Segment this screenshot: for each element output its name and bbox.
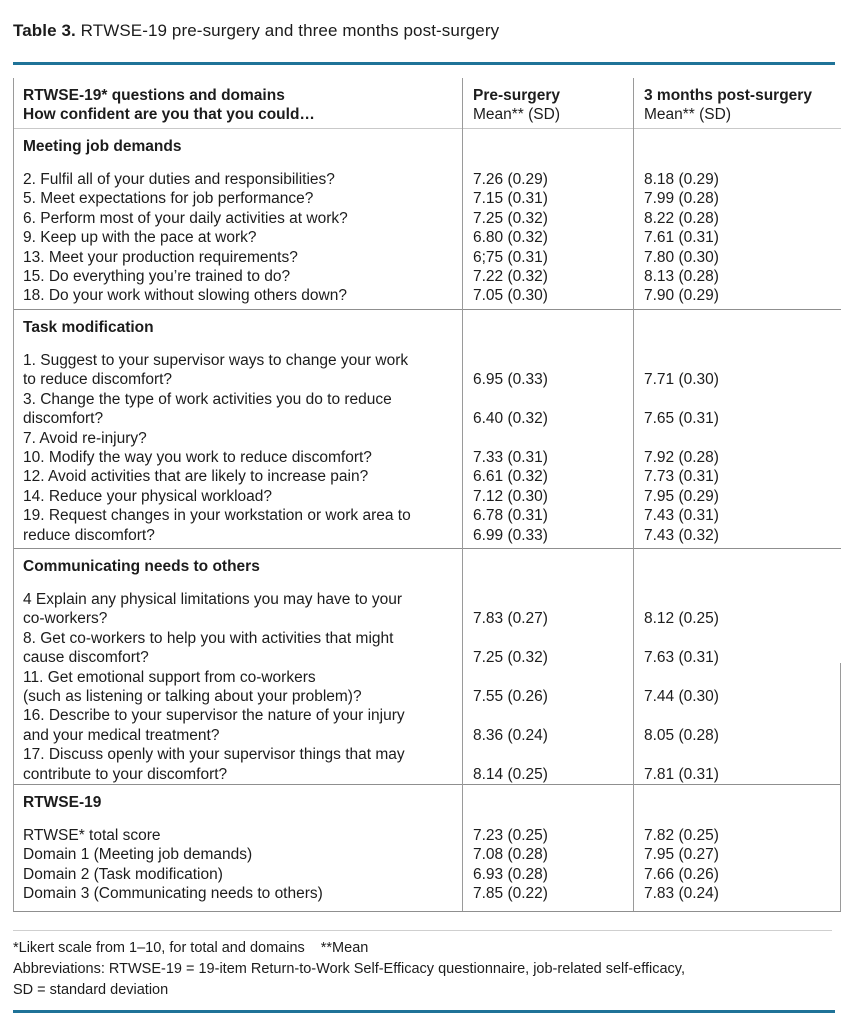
post-surgery-value: 7.44 (0.30): [644, 688, 719, 706]
pre-surgery-value: [462, 590, 633, 609]
table-row: [14, 429, 841, 448]
section-heading: RTWSE-19: [23, 794, 102, 811]
pre-surgery-value: [462, 745, 633, 764]
post-surgery-value: [633, 390, 841, 409]
post-surgery-value: 7.83 (0.24): [644, 885, 719, 903]
pre-surgery-value: 7.83 (0.27): [473, 610, 548, 628]
question-cell: 12. Avoid activities that are likely to increase pain?: [23, 468, 369, 486]
question-cell: contribute to your discomfort?: [23, 765, 228, 783]
header-pre-surgery-cell: [462, 86, 633, 128]
post-surgery-value: 7.66 (0.26): [644, 865, 719, 883]
question-cell: Domain 1 (Meeting job demands): [23, 846, 253, 864]
header-questions-line2: How confident are you that you could…: [23, 106, 315, 123]
section-heading: Meeting job demands: [23, 138, 182, 155]
table-row: [14, 209, 841, 228]
question-cell: 5. Meet expectations for job performance?: [23, 190, 314, 208]
table-section: [14, 548, 841, 784]
header-questions-line1: RTWSE-19* questions and domains: [23, 87, 285, 104]
question-cell: 13. Meet your production requirements?: [23, 248, 298, 266]
pre-surgery-value: 6;75 (0.31): [473, 248, 548, 266]
right-border-segment: [840, 663, 841, 911]
pre-surgery-value: 6.61 (0.32): [473, 468, 548, 486]
post-surgery-value: 7.95 (0.29): [644, 487, 719, 505]
question-cell: 4 Explain any physical limitations you may have to your: [23, 591, 403, 608]
table-row: [14, 448, 841, 467]
question-cell: 16. Describe to your supervisor the nature of your injury: [23, 707, 405, 725]
post-surgery-value: 7.95 (0.27): [644, 846, 719, 864]
pre-surgery-value: 6.78 (0.31): [473, 507, 548, 525]
header-questions-cell: [14, 86, 462, 128]
pre-surgery-value: 8.14 (0.25): [473, 765, 548, 783]
question-cell: RTWSE* total score: [23, 827, 161, 844]
table-row: [14, 487, 841, 506]
table-row: [14, 467, 841, 486]
post-surgery-value: 7.90 (0.29): [644, 287, 719, 305]
question-cell: 3. Change the type of work activities you do to reduce: [23, 390, 392, 408]
table-header-row: [14, 78, 841, 128]
table-row: [14, 865, 841, 884]
question-cell: 6. Perform most of your daily activities at work?: [23, 209, 348, 227]
question-cell: reduce discomfort?: [23, 526, 155, 544]
table-row: [14, 267, 841, 286]
pre-surgery-value: 6.40 (0.32): [473, 410, 548, 428]
pre-surgery-value: 7.25 (0.32): [473, 649, 548, 667]
post-surgery-value: [633, 429, 841, 448]
question-cell: to reduce discomfort?: [23, 371, 173, 389]
footnote-divider: [13, 930, 832, 931]
section-heading: Communicating needs to others: [23, 558, 260, 575]
table-row: [14, 765, 841, 784]
post-surgery-value: 8.05 (0.28): [644, 726, 719, 744]
post-surgery-value: 7.43 (0.32): [644, 526, 719, 544]
table-row: [14, 629, 841, 648]
pre-surgery-value: 7.33 (0.31): [473, 449, 548, 467]
pre-surgery-value: [462, 668, 633, 687]
pre-surgery-value: 7.05 (0.30): [473, 287, 548, 305]
table-section: [14, 128, 841, 309]
header-pre-surgery-title: Pre-surgery: [473, 87, 561, 104]
post-surgery-value: 7.80 (0.30): [644, 248, 719, 266]
pre-surgery-value: 7.22 (0.32): [473, 268, 548, 286]
question-cell: co-workers?: [23, 610, 108, 628]
post-surgery-value: 8.22 (0.28): [644, 209, 719, 227]
table-caption-text: RTWSE-19 pre-surgery and three months post-surgery: [75, 21, 500, 40]
pre-surgery-value: [462, 629, 633, 648]
header-post-surgery-cell: [633, 86, 841, 128]
question-cell: cause discomfort?: [23, 649, 149, 667]
post-surgery-value: [633, 351, 841, 370]
question-cell: 2. Fulfil all of your duties and responsibilities?: [23, 171, 335, 188]
question-cell: discomfort?: [23, 410, 104, 428]
pre-surgery-value: [462, 390, 633, 409]
question-cell: 17. Discuss openly with your supervisor things that may: [23, 746, 405, 764]
pre-surgery-value: [462, 351, 633, 370]
column-separator-2: [633, 78, 634, 911]
post-surgery-value: 7.81 (0.31): [644, 765, 719, 783]
post-surgery-value: 8.18 (0.29): [644, 171, 719, 188]
table-row: [14, 706, 841, 725]
table-row: [14, 648, 841, 667]
table-row: [14, 726, 841, 745]
table-row: [14, 590, 841, 609]
question-cell: (such as listening or talking about your problem)?: [23, 688, 362, 706]
post-surgery-value: 7.65 (0.31): [644, 410, 719, 428]
pre-surgery-value: 7.55 (0.26): [473, 688, 548, 706]
question-cell: Domain 3 (Communicating needs to others): [23, 885, 323, 903]
post-surgery-value: 7.82 (0.25): [644, 827, 719, 844]
table-row: [14, 826, 841, 845]
question-cell: 11. Get emotional support from co-workers: [23, 668, 316, 686]
bottom-accent-rule: [13, 1010, 835, 1013]
footnote-mean: **Mean: [320, 940, 369, 956]
post-surgery-value: [633, 590, 841, 609]
results-table: [13, 78, 841, 912]
pre-surgery-value: [462, 706, 633, 725]
post-surgery-value: 7.73 (0.31): [644, 468, 719, 486]
table-caption-label: Table 3.: [13, 21, 76, 40]
table-row: [14, 189, 841, 208]
post-surgery-value: 8.12 (0.25): [644, 610, 719, 628]
post-surgery-value: 7.99 (0.28): [644, 190, 719, 208]
section-heading: Task modification: [23, 319, 154, 336]
post-surgery-value: 7.71 (0.30): [644, 371, 719, 389]
question-cell: 14. Reduce your physical workload?: [23, 487, 272, 505]
table-row: [14, 351, 841, 370]
pre-surgery-value: [462, 429, 633, 448]
table-row: [14, 409, 841, 428]
pre-surgery-value: 8.36 (0.24): [473, 726, 548, 744]
top-accent-rule: [13, 62, 835, 65]
header-pre-surgery-sub: Mean** (SD): [473, 106, 560, 123]
question-cell: 1. Suggest to your supervisor ways to change your work: [23, 352, 409, 369]
post-surgery-value: 7.63 (0.31): [644, 649, 719, 667]
question-cell: 8. Get co-workers to help you with activities that might: [23, 629, 394, 647]
column-separator-1: [462, 78, 463, 911]
post-surgery-value: 7.61 (0.31): [644, 229, 719, 247]
table-row: [14, 390, 841, 409]
question-cell: 15. Do everything you’re trained to do?: [23, 268, 291, 286]
post-surgery-value: 7.92 (0.28): [644, 449, 719, 467]
question-cell: 19. Request changes in your workstation or work area to: [23, 507, 411, 525]
table-row: [14, 170, 841, 189]
table-row: [14, 526, 841, 545]
table-row: [14, 668, 841, 687]
table-section: [14, 784, 841, 911]
table-row: [14, 286, 841, 305]
table-section: [14, 309, 841, 548]
pre-surgery-value: 7.26 (0.29): [473, 171, 548, 188]
pre-surgery-value: 7.12 (0.30): [473, 487, 548, 505]
table-body: [14, 128, 841, 911]
table-row: [14, 248, 841, 267]
pre-surgery-value: 6.93 (0.28): [473, 865, 548, 883]
footnote-abbrev-line2: SD = standard deviation: [13, 982, 169, 998]
footnote-scale-line: [13, 938, 685, 959]
header-post-surgery-title: 3 months post-surgery: [644, 87, 812, 104]
table-caption: [13, 21, 499, 41]
table-row: [14, 745, 841, 764]
post-surgery-value: [633, 668, 841, 687]
question-cell: and your medical treatment?: [23, 726, 220, 744]
question-cell: 10. Modify the way you work to reduce discomfort?: [23, 449, 372, 467]
pre-surgery-value: 7.08 (0.28): [473, 846, 548, 864]
footnote-likert: *Likert scale from 1–10, for total and domains: [13, 940, 305, 956]
footnote-abbrev-line1: Abbreviations: RTWSE-19 = 19-item Return-to-Work Self-Efficacy questionnaire, job-related self-efficacy,: [13, 961, 685, 977]
question-cell: 18. Do your work without slowing others down?: [23, 287, 347, 305]
post-surgery-value: 7.43 (0.31): [644, 507, 719, 525]
pre-surgery-value: 7.15 (0.31): [473, 190, 548, 208]
header-post-surgery-sub: Mean** (SD): [644, 106, 731, 123]
table-row: [14, 370, 841, 389]
pre-surgery-value: 6.80 (0.32): [473, 229, 548, 247]
post-surgery-value: [633, 745, 841, 764]
question-cell: 7. Avoid re-injury?: [23, 429, 147, 447]
table-row: [14, 845, 841, 864]
table-row: [14, 228, 841, 247]
pre-surgery-value: 7.23 (0.25): [473, 827, 548, 844]
question-cell: 9. Keep up with the pace at work?: [23, 229, 257, 247]
pre-surgery-value: 7.85 (0.22): [473, 885, 548, 903]
pre-surgery-value: 6.99 (0.33): [473, 526, 548, 544]
table-row: [14, 687, 841, 706]
table-row: [14, 609, 841, 628]
post-surgery-value: [633, 629, 841, 648]
pre-surgery-value: 7.25 (0.32): [473, 209, 548, 227]
footnotes: [13, 938, 685, 1001]
post-surgery-value: [633, 706, 841, 725]
question-cell: Domain 2 (Task modification): [23, 865, 223, 883]
table-row: [14, 884, 841, 903]
pre-surgery-value: 6.95 (0.33): [473, 371, 548, 389]
post-surgery-value: 8.13 (0.28): [644, 268, 719, 286]
table-row: [14, 506, 841, 525]
